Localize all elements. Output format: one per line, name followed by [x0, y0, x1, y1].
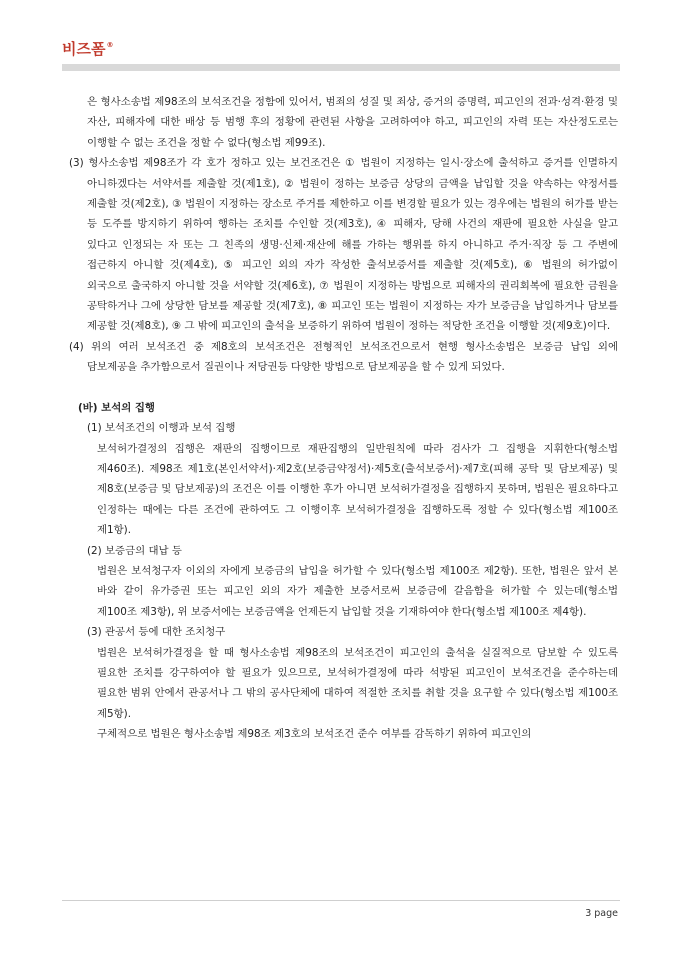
header-bar: [62, 64, 620, 71]
registered-mark: ®: [106, 41, 114, 49]
footer-divider: [62, 900, 620, 901]
subsection-body-3: 법원은 보석허가결정을 할 때 형사소송법 제98조의 보석조건이 피고인의 출석을 실질적으로 담보할 수 있도록 필요한 조치를 강구하여야 할 필요가 있으므로, 보석허가결정에 따라 석방된 피고인이 보석조건을 준수하는데 필요한 범위 안에서 관공서나 그 밖의 공사단체에 대하여 적절한 조치를 취할 것을 요구할 수 있다(형소법 제100조 제5항).: [97, 646, 618, 720]
paragraph-bail-conditions: (3) 형사소송법 제98조가 각 호가 정하고 있는 보건조건은 ① 법원이 지정하는 일시·장소에 출석하고 증거를 인멸하지 아니하겠다는 서약서를 제출할 것(제1호), ② 법원이 정하는 보증금 상당의 금액을 납입할 것을 약속하는 약정서를 제출할 것(제2호), ③ 법원이 지정하는 장소로 주거를 제한하고 이를 변경할 필요가 있는 경우에는 법원의 허가를 받는 등 도주를 방지하기 위하여 행하는 조치를 수인할 것(제3호), ④ 피해자, 당해 사건의 재판에 필요한 사실을 알고 있다고 인정되는 자 또는 그 친족의 생명·신체·재산에 해를 가하는 행위를 하지 아니하고 주거·직장 등 그 주변에 접근하지 아니할 것(제4호), ⑤ 피고인 외의 자가 작성한 출석보증서를 제출할 것(제5호), ⑥ 법원의 허가없이 외국으로 출국하지 아니할 것을 서약할 것(제6호), ⑦ 법원이 지정하는 방법으로 피해자의 권리회복에 필요한 금원을 공탁하거나 그에 상당한 담보를 제공할 것(제7호), ⑧ 피고인 또는 법원이 지정하는 자가 보증금을 납입하거나 담보를 제공할 것(제8호), ⑨ 그 밖에 피고인의 출석을 보증하기 위하여 법원이 정하는 적당한 조건을 이행할 것(제9호)이다.: [69, 157, 618, 333]
page-number: 3 page: [585, 908, 618, 919]
subsection-body-2: 법원은 보석청구자 이외의 자에게 보증금의 납입을 허가할 수 있다(형소법 제100조 제2항). 또한, 법원은 앞서 본 바와 같이 유가증권 또는 피고인 외의 자가 제출한 보증서로써 보증금에 갈음함을 허가할 수 있는데(형소법 제100조 제3항), 위 보증서에는 보증금액을 언제든지 납입할 것을 기재하여야 한다(형소법 제100조 제4항).: [97, 564, 618, 618]
document-body: [66, 92, 618, 745]
subsection-heading-2: (2) 보증금의 대납 등: [87, 544, 182, 557]
logo-text: 비즈폼: [62, 40, 106, 58]
bizform-logo: [62, 42, 113, 57]
subsection-body-3b: 구체적으로 법원은 형사소송법 제98조 제3호의 보석조건 준수 여부를 감독하기 위하여 피고인의: [97, 728, 532, 741]
subsection-body-1: 보석허가결정의 집행은 재판의 집행이므로 재판집행의 일반원칙에 따라 검사가 그 집행을 지휘한다(형소법 제460조). 제98조 제1호(본인서약서)·제2호(보증금약정서)·제5호(출석보증서)·제7호(피해 공탁 및 담보제공) 및 제8호(보증금 및 담보제공)의 조건은 이를 이행한 후가 아니면 보석허가결정을 집행하지 못하며, 법원은 필요하다고 인정하는 때에는 다른 조건에 관하여도 그 이행이후 보석허가결정을 집행하도록 정할 수 있다(형소법 제100조 제1항).: [97, 442, 618, 537]
spacer: [66, 378, 618, 398]
paragraph-collateral: (4) 위의 여러 보석조건 중 제8호의 보석조건은 전형적인 보석조건으로서 현행 형사소송법은 보증금 납입 외에 담보제공을 추가함으로서 질권이나 저당권등 다양한 방법으로 담보제공을 할 수 있게 되었다.: [69, 340, 618, 374]
section-heading: (바) 보석의 집행: [78, 401, 155, 414]
subsection-heading-3: (3) 관공서 등에 대한 조치청구: [87, 626, 226, 639]
paragraph-continuation: 은 형사소송법 제98조의 보석조건을 정함에 있어서, 범죄의 성질 및 죄상, 증거의 증명력, 피고인의 전과·성격·환경 및 자산, 피해자에 대한 배상 등 범행 후의 정황에 관련된 사항을 고려하여야 하고, 피고인의 자력 또는 자산정도로는 이행할 수 없는 조건을 정할 수 없다(형소법 제99조).: [87, 96, 618, 149]
subsection-heading-1: (1) 보석조건의 이행과 보석 집행: [87, 422, 236, 435]
